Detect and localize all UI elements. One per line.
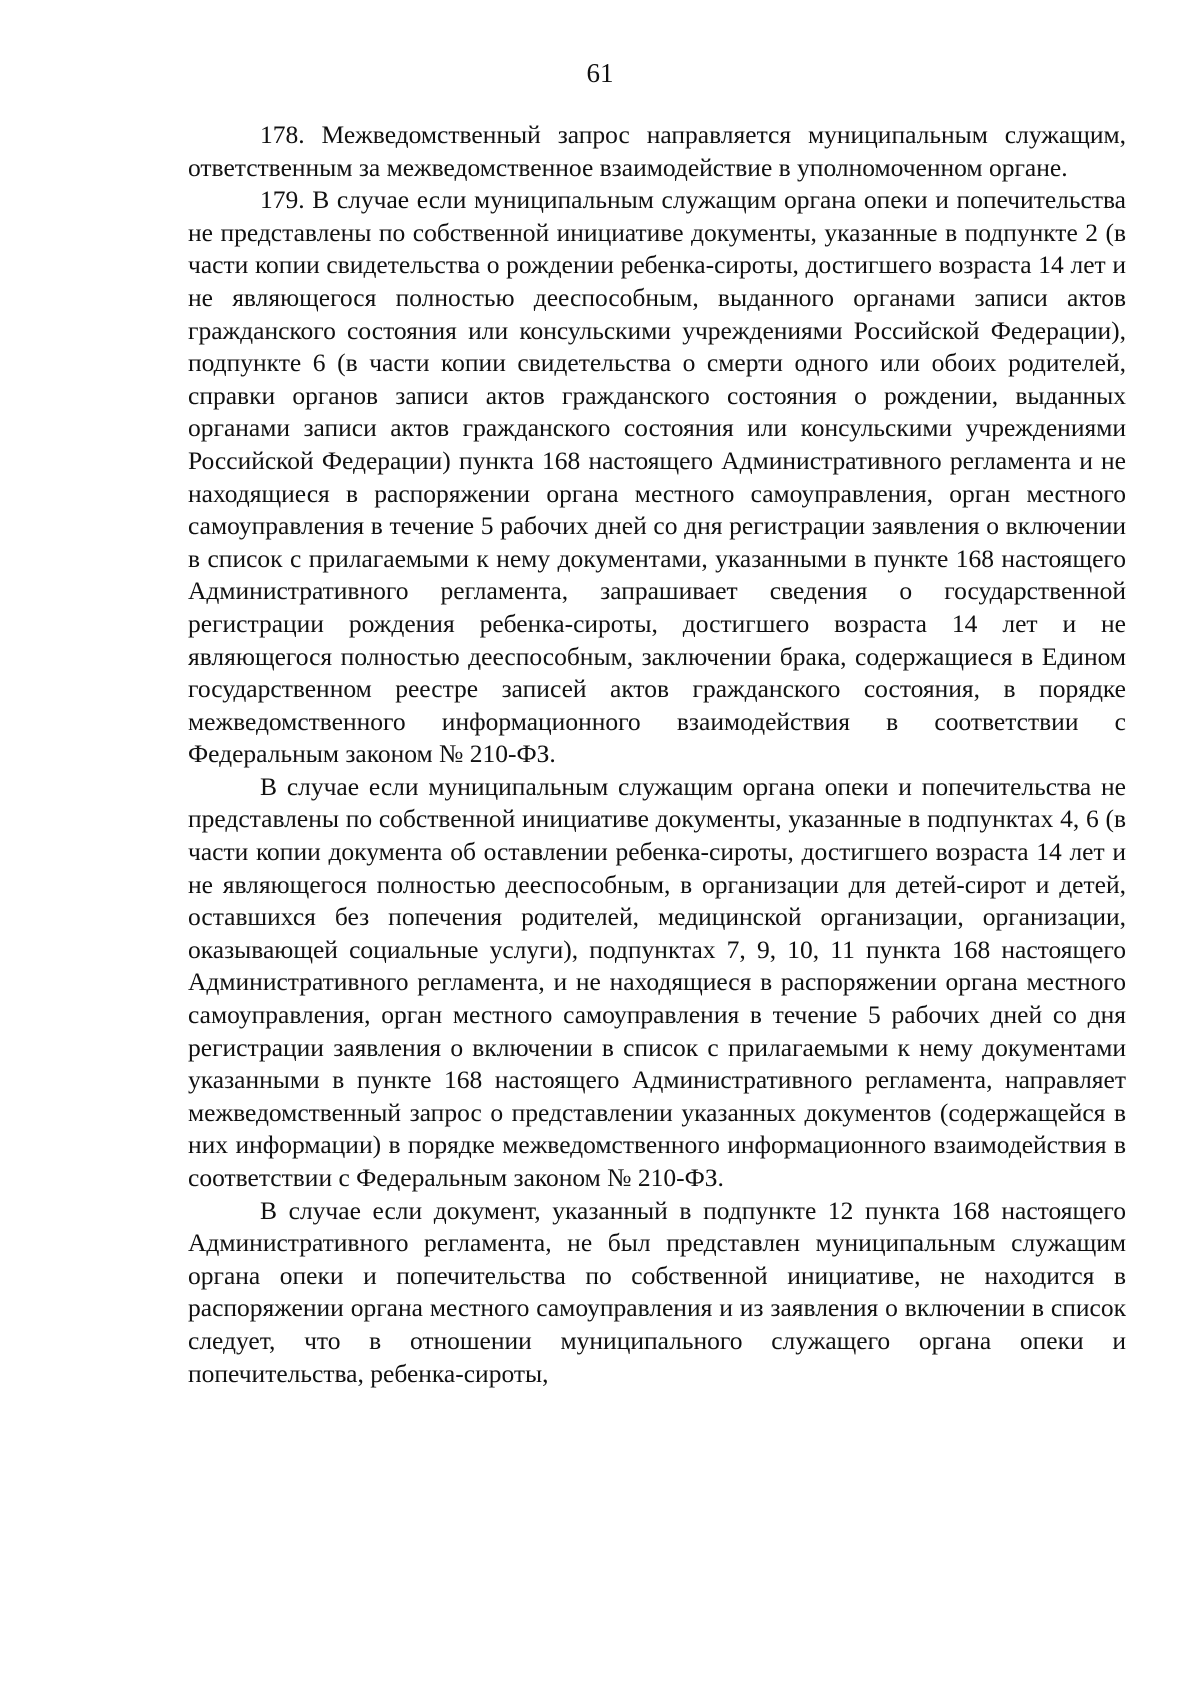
paragraph-179-subpoint-12: В случае если документ, указанный в подпункте 12 пункта 168 настоящего Административного регламента, не был представлен муниципальным служащим органа опеки и попечительства по собственной инициативе, не находится в распоряжении органа местного самоуправления и из заявления о включении в список следует, что в отношении муниципального служащего органа опеки и попечительства, ребенка-сироты, bbox=[188, 1195, 1126, 1388]
paragraph-178: 178. Межведомственный запрос направляется муниципальным служащим, ответственным за межведомственное взаимодействие в уполномоченном органе. bbox=[188, 120, 1126, 182]
page-number: 61 bbox=[586, 58, 614, 88]
paragraph-179: 179. В случае если муниципальным служащим органа опеки и попечительства не представлены по собственной инициативе документы, указанные в подпункте 2 (в части копии свидетельства о рождении ребенка-сироты, достигшего возраста 14 лет и не являющегося полностью дееспособным, выданного органами записи актов гражданского состояния или консульскими учреждениями Российской Федерации), подпункте 6 (в части копии свидетельства о смерти одного или обоих родителей, справки органов записи актов гражданского состояния о рождении, выданных органами записи актов гражданского состояния или консульскими учреждениями Российской Федерации) пункта 168 настоящего Административного регламента и не находящиеся в распоряжении органа местного самоуправления, орган местного самоуправления в течение 5 рабочих дней со дня регистрации заявления о включении в список с прилагаемыми к нему документами, указанными в пункте 168 настоящего Административного регламента, запрашивает сведения о государственной регистрации рождения ребенка-сироты, достигшего возраста 14 лет и не являющегося полностью дееспособным, заключении брака, содержащиеся в Едином государственном реестре записей актов гражданского состояния, в порядке межведомственного информационного взаимодействия в соответствии с Федеральным законом № 210-ФЗ. bbox=[188, 185, 1126, 769]
document-body bbox=[188, 119, 1126, 1390]
paragraph-179-continued: В случае если муниципальным служащим органа опеки и попечительства не представлены по собственной инициативе документы, указанные в подпунктах 4, 6 (в части копии документа об оставлении ребенка-сироты, достигшего возраста 14 лет и не являющегося полностью дееспособным, в организации для детей-сирот и детей, оставшихся без попечения родителей, медицинской организации, организации, оказывающей социальные услуги), подпунктах 7, 9, 10, 11 пункта 168 настоящего Административного регламента, и не находящиеся в распоряжении органа местного самоуправления, орган местного самоуправления в течение 5 рабочих дней со дня регистрации заявления о включении в список с прилагаемыми к нему документами указанными в пункте 168 настоящего Административного регламента, направляет межведомственный запрос о представлении указанных документов (содержащейся в них информации) в порядке межведомственного информационного взаимодействия в соответствии с Федеральным законом № 210-ФЗ. bbox=[188, 771, 1126, 1192]
